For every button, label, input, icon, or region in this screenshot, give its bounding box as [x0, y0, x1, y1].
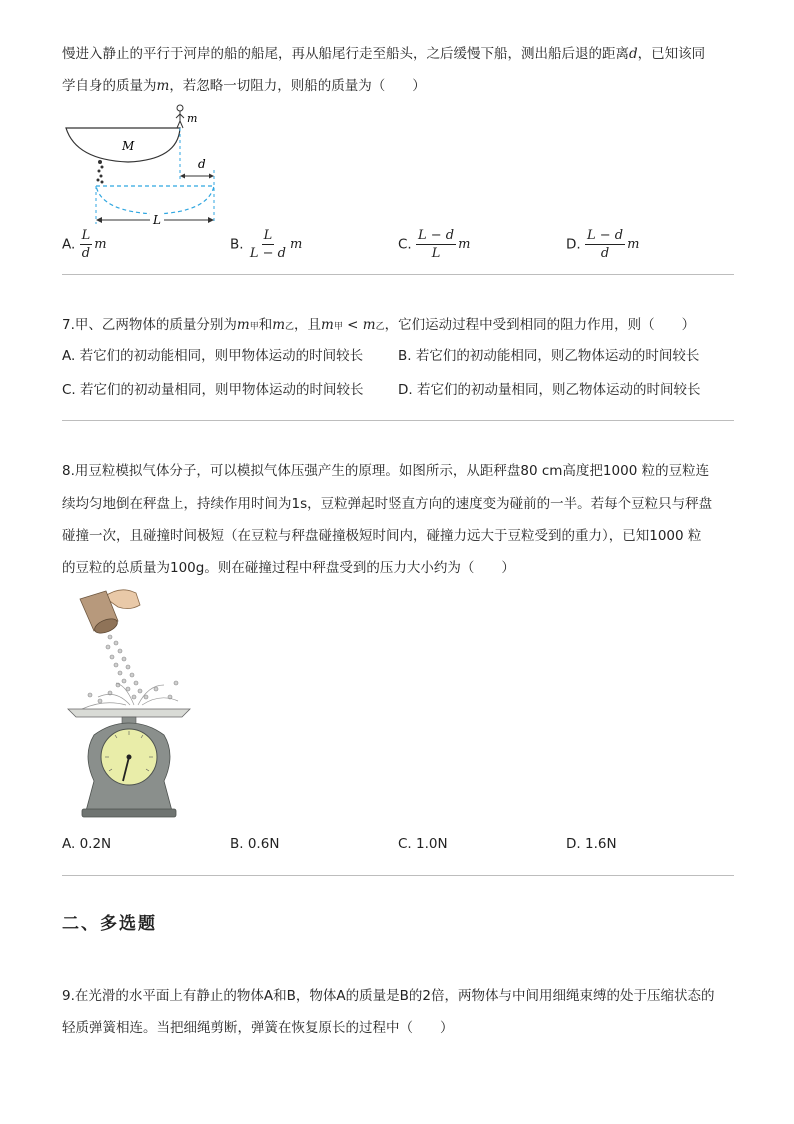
- q6-option-d-fraction: $\frac{L - d}{d}$: [586, 228, 624, 261]
- scale-figure: [60, 585, 200, 825]
- boat-dashed: [96, 186, 214, 214]
- q9-line-2: 轻质弹簧相连。当把细绳剪断，弹簧在恢复原长的过程中（ ）: [62, 1020, 454, 1036]
- boat-figure: [58, 100, 228, 232]
- q6-option-a-fraction: $\frac{L}{d}$: [81, 228, 91, 261]
- q8-option-d[interactable]: D. 1.6N: [566, 836, 617, 852]
- q9-line-1: 9.在光滑的水平面上有静止的物体A和B，物体A的质量是B的2倍，两物体与中间用细绳束缚的处于压缩状态的: [62, 988, 715, 1004]
- q8-option-c[interactable]: C. 1.0N: [398, 836, 448, 852]
- q8-line-2: 续均匀地倒在秤盘上，持续作用时间为1s，豆粒弹起时竖直方向的速度变为碰前的一半。若每个豆粒只与秤盘: [62, 496, 713, 512]
- q8-line-4: 的豆粒的总质量为100g。则在碰撞过程中秤盘受到的压力大小约为（ ）: [62, 560, 515, 576]
- divider: [62, 274, 734, 275]
- label-m: m: [187, 112, 198, 125]
- person-on-bow-icon: [176, 105, 184, 128]
- label-d: d: [198, 157, 206, 171]
- q7-option-a[interactable]: A. 若它们的初动能相同，则甲物体运动的时间较长: [62, 348, 364, 364]
- q6-option-d[interactable]: D. $\frac{L - d}{d}$ m: [566, 228, 640, 261]
- q6-option-a[interactable]: A. $\frac{L}{d}$ m: [62, 228, 107, 261]
- q7-option-d[interactable]: D. 若它们的初动量相同，则乙物体运动的时间较长: [398, 382, 701, 398]
- scale-pan: [68, 709, 190, 717]
- q8-option-b[interactable]: B. 0.6N: [230, 836, 280, 852]
- q8-line-3: 碰撞一次，且碰撞时间极短（在豆粒与秤盘碰撞极短时间内，碰撞力远大于豆粒受到的重力），已知1000 粒: [62, 528, 702, 544]
- q7-option-c[interactable]: C. 若它们的初动量相同，则甲物体运动的时间较长: [62, 382, 364, 398]
- divider: [62, 875, 734, 876]
- q6-option-b-fraction: $\frac{L}{L - d}$: [249, 228, 286, 261]
- label-M: M: [122, 139, 135, 153]
- q6-line-2: 学自身的质量为m，若忽略一切阻力，则船的质量为（ ）: [62, 78, 426, 94]
- section-heading: 二、多选题: [62, 914, 157, 934]
- q8-line-1: 8.用豆粒模拟气体分子，可以模拟气体压强产生的原理。如图所示，从距秤盘80 cm高度把1000 粒的豆粒连: [62, 463, 710, 479]
- falling-beans: [88, 635, 178, 703]
- q8-option-a[interactable]: A. 0.2N: [62, 836, 112, 852]
- q7-option-b[interactable]: B. 若它们的初动能相同，则乙物体运动的时间较长: [398, 348, 700, 364]
- q6-option-b[interactable]: B. $\frac{L}{L - d}$ m: [230, 228, 303, 261]
- walking-person-icon: [97, 160, 104, 184]
- label-L: L: [153, 213, 161, 227]
- q6-option-c-fraction: $\frac{L - d}{L}$: [418, 228, 455, 261]
- hand-pouring-icon: [80, 590, 140, 636]
- q6-option-c[interactable]: C. $\frac{L - d}{L}$ m: [398, 228, 471, 261]
- q6-line-1: 慢进入静止的平行于河岸的船的船尾，再从船尾行走至船头，之后缓慢下船，测出船后退的距离d，已知该同: [62, 46, 706, 62]
- divider: [62, 420, 734, 421]
- q7-stem: 7.甲、乙两物体的质量分别为m甲和m乙，且m甲 < m乙，它们运动过程中受到相同的阻力作用，则（ ）: [62, 317, 696, 333]
